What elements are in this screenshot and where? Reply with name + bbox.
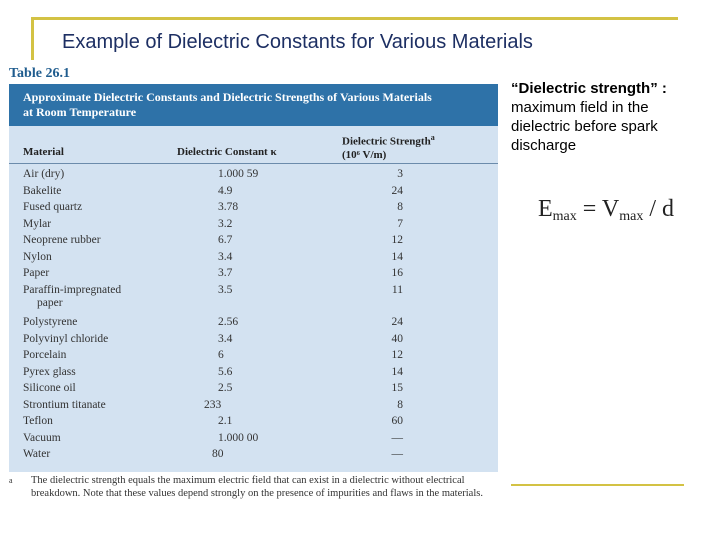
cell-constant: 233 xyxy=(204,398,222,411)
cell-constant: 1.000 00 xyxy=(218,431,259,444)
cell-material: Air (dry) xyxy=(23,168,65,180)
header-divider xyxy=(9,163,498,164)
header-strength-label: Dielectric Strength xyxy=(342,135,431,148)
formula-equals: = xyxy=(582,196,597,222)
table-row xyxy=(9,349,498,365)
cell-constant: 2.1 xyxy=(218,415,233,427)
cell-material-line-2: paper xyxy=(37,296,63,309)
table-row xyxy=(9,284,498,312)
cell-strength: 14 xyxy=(391,250,403,263)
dielectric-table xyxy=(9,84,498,472)
cell-constant: 4.9 xyxy=(218,184,233,197)
note-definition: maximum field in the dielectric before spark discharge xyxy=(511,99,658,154)
cell-strength: — xyxy=(391,448,403,460)
cell-constant: 1.000 59 xyxy=(218,168,259,180)
caption-line-2: at Room Temperature xyxy=(23,105,137,119)
slide-title: Example of Dielectric Constants for Various Materials xyxy=(62,31,533,53)
cell-material: Nylon xyxy=(23,250,52,263)
cell-strength: 8 xyxy=(397,398,403,411)
cell-constant: 3.5 xyxy=(218,283,233,296)
table-row xyxy=(9,382,498,398)
table-row xyxy=(9,448,498,464)
formula-tail: / d xyxy=(649,196,675,222)
bottom-accent-rule xyxy=(511,484,684,486)
table-row xyxy=(9,234,498,250)
footnote-text: The dielectric strength equals the maximum electric field that can exist in a dielectric without electrical breakdown. Note that these values depend strongly on the presence of impurities and flaws in the materials. xyxy=(31,475,483,499)
table-caption xyxy=(9,84,498,126)
cell-constant: 3.78 xyxy=(218,201,239,213)
cell-strength: 24 xyxy=(391,316,403,328)
table-row xyxy=(9,415,498,431)
cell-material: Mylar xyxy=(23,217,52,230)
cell-material: Silicone oil xyxy=(23,382,76,394)
cell-material: Neoprene rubber xyxy=(23,234,101,246)
cell-material: Polyvinyl chloride xyxy=(23,332,109,345)
cell-material: Strontium titanate xyxy=(23,398,106,411)
table-label: Table 26.1 xyxy=(9,66,70,81)
table-row xyxy=(9,432,498,448)
table-row xyxy=(9,168,498,184)
cell-material: Fused quartz xyxy=(23,201,83,213)
formula-rhs-sub: max xyxy=(619,209,644,224)
dielectric-strength-note xyxy=(511,79,711,155)
cell-material: Bakelite xyxy=(23,184,62,197)
table-row xyxy=(9,267,498,283)
table-row xyxy=(9,366,498,382)
max-field-formula xyxy=(538,196,674,225)
cell-constant: 5.6 xyxy=(218,365,233,378)
cell-material: Teflon xyxy=(23,415,53,427)
table-row xyxy=(9,218,498,234)
cell-constant: 3.2 xyxy=(218,217,233,230)
cell-strength: 12 xyxy=(391,349,403,361)
table-row xyxy=(9,251,498,267)
cell-strength: 15 xyxy=(391,382,403,394)
cell-strength: 24 xyxy=(391,184,403,197)
table-row xyxy=(9,399,498,415)
cell-strength: 60 xyxy=(391,415,403,427)
cell-constant: 80 xyxy=(212,448,224,460)
header-constant: Dielectric Constant κ xyxy=(177,146,277,158)
top-accent-rule xyxy=(31,17,678,20)
note-term: “Dielectric strength” : xyxy=(511,80,667,97)
formula-lhs-sub: max xyxy=(552,209,577,224)
header-strength-mark: a xyxy=(430,133,435,142)
cell-constant: 6.7 xyxy=(218,234,233,246)
table-row xyxy=(9,333,498,349)
cell-material: Polystyrene xyxy=(23,316,78,328)
cell-material: Pyrex glass xyxy=(23,365,76,378)
cell-material: Paper xyxy=(23,267,50,279)
cell-constant: 3.7 xyxy=(218,267,233,279)
table-row xyxy=(9,201,498,217)
cell-material: Porcelain xyxy=(23,349,67,361)
formula-rhs: V xyxy=(601,196,620,222)
cell-strength: 12 xyxy=(391,234,403,246)
formula-lhs: E xyxy=(538,196,553,222)
cell-constant: 2.56 xyxy=(218,316,239,328)
header-strength xyxy=(342,131,435,162)
table-row xyxy=(9,316,498,332)
cell-material xyxy=(23,284,173,310)
cell-material: Vacuum xyxy=(23,431,61,444)
cell-material: Water xyxy=(23,448,51,460)
cell-constant: 2.5 xyxy=(218,382,233,394)
header-material: Material xyxy=(23,146,64,158)
cell-material-line-1: Paraffin-impregnated xyxy=(23,283,122,296)
cell-strength: 14 xyxy=(391,365,403,378)
left-accent-rule xyxy=(31,17,34,60)
table-row xyxy=(9,185,498,201)
cell-strength: 8 xyxy=(397,201,403,213)
cell-strength: 7 xyxy=(397,217,403,230)
header-strength-unit: (10⁶ V/m) xyxy=(342,148,387,161)
cell-constant: 3.4 xyxy=(218,250,233,263)
cell-strength: — xyxy=(391,431,403,444)
caption-line-1: Approximate Dielectric Constants and Dielectric Strengths of Various Materials xyxy=(23,90,432,104)
cell-strength: 3 xyxy=(397,168,403,180)
cell-strength: 40 xyxy=(391,332,403,345)
table-caption-text xyxy=(23,90,493,120)
cell-strength: 11 xyxy=(391,283,403,296)
footnote-mark: a xyxy=(9,476,13,485)
cell-strength: 16 xyxy=(391,267,403,279)
cell-constant: 6 xyxy=(218,349,224,361)
cell-constant: 3.4 xyxy=(218,332,233,345)
